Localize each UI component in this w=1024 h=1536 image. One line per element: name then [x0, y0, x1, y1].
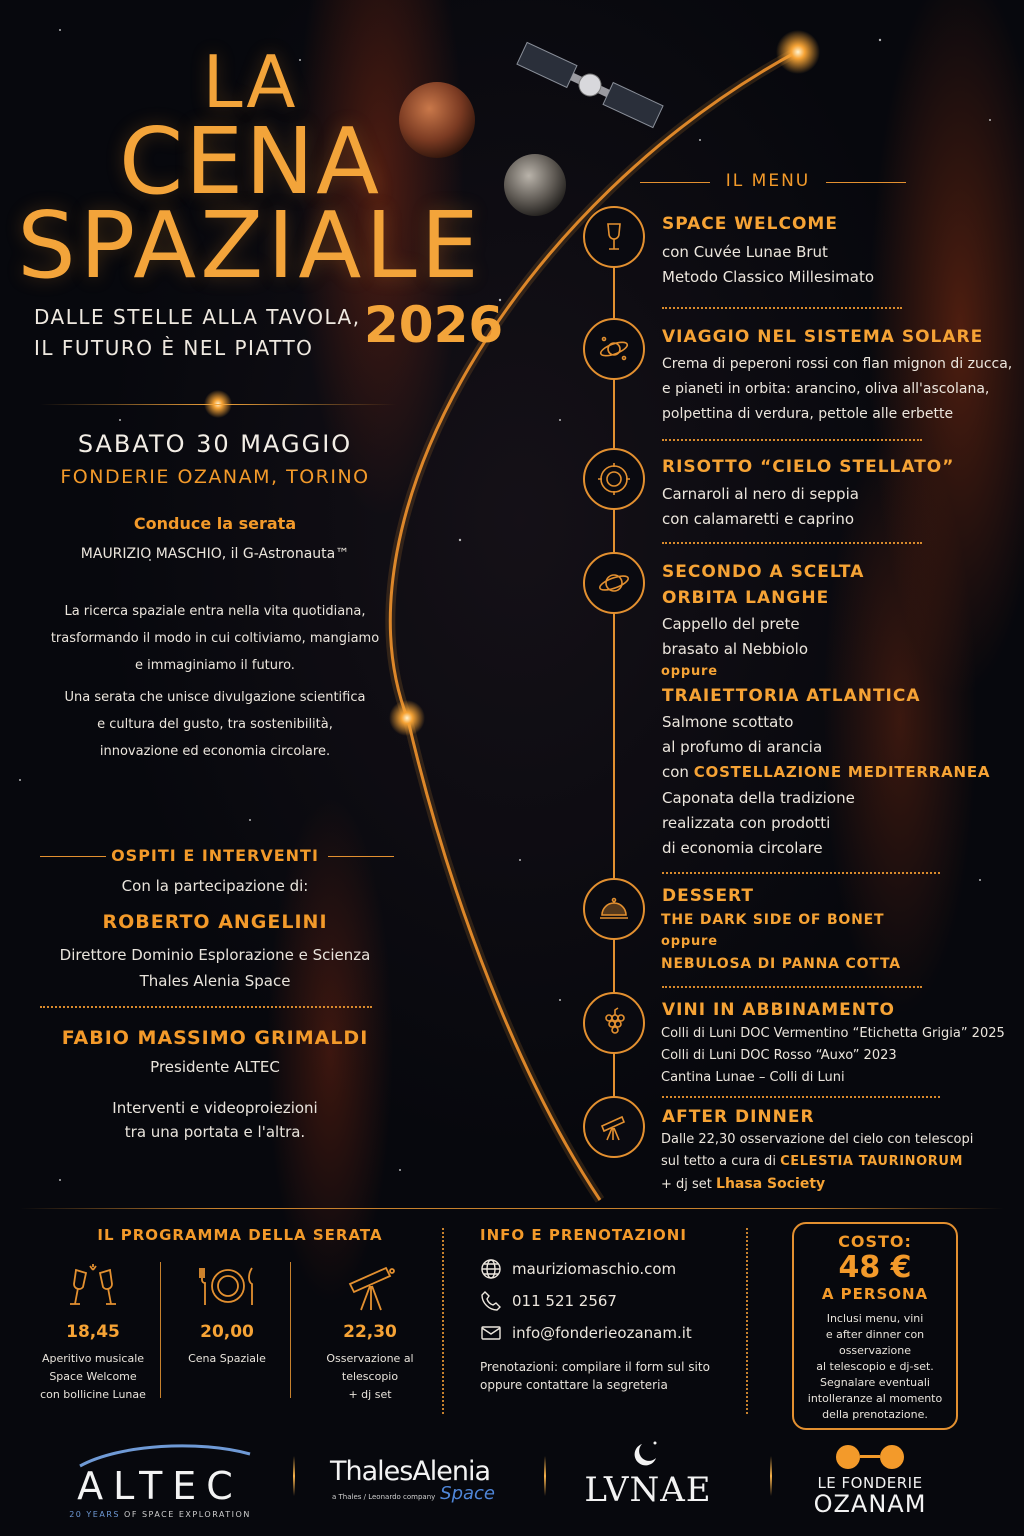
lunae-logo: LVNAE: [578, 1438, 718, 1510]
host-name: MAURIZIO MASCHIO, il G-Astronauta™: [80, 546, 350, 562]
course-4-title: SECONDO A SCELTA: [662, 562, 865, 582]
risotto-plate-icon: [583, 448, 645, 510]
telescope-icon: [583, 1096, 645, 1158]
program-telescope-icon: [340, 1262, 402, 1314]
course-4-option-a-title: ORBITA LANGHE: [662, 588, 830, 608]
menu-heading: IL MENU: [725, 171, 811, 191]
guest-1-name: ROBERTO ANGELINI: [102, 911, 328, 933]
thales-alenia-logo: ThalesAlenia a Thales / Leonardo company Space: [330, 1456, 495, 1504]
after-dinner-desc: Dalle 22,30 osservazione del cielo con telescopi sul tetto a cura di CELESTIA TAURINORUM + dj set Lhasa Society: [661, 1132, 974, 1192]
grapes-icon: [583, 992, 645, 1054]
dessert-or: oppure: [661, 934, 718, 949]
phone-row[interactable]: [480, 1290, 617, 1312]
cost-box: [792, 1222, 958, 1430]
flare-top: [776, 30, 820, 74]
title-line-2: CENA: [118, 108, 382, 215]
title-year: 2026: [364, 296, 504, 354]
title-line-1: LA: [202, 40, 298, 124]
website-row[interactable]: [480, 1258, 676, 1280]
dessert-option-b: NEBULOSA DI PANNA COTTA: [661, 956, 901, 972]
saturn-icon: [583, 552, 645, 614]
guest-2-role: Presidente ALTEC: [150, 1058, 280, 1076]
guests-note: Interventi e videoproiezioni tra una portata e l'altra.: [112, 1099, 318, 1141]
course-4-option-b-title: TRAIETTORIA ATLANTICA: [662, 686, 921, 706]
program-item-cena: 20,00 Cena Spaziale: [188, 1322, 266, 1365]
program-heading: IL PROGRAMMA DELLA SERATA: [97, 1226, 383, 1244]
ozanam-circles-icon: [820, 1444, 920, 1470]
guest-2-name: FABIO MASSIMO GRIMALDI: [61, 1027, 369, 1049]
course-4-option-b-desc: Salmone scottato al profumo di arancia: [662, 713, 823, 756]
crescent-moon-icon: [628, 1438, 668, 1468]
date-divider: [40, 404, 396, 405]
booking-note: Prenotazioni: compilare il form sul sito oppure contattare la segreteria: [480, 1360, 710, 1392]
event-venue: FONDERIE OZANAM, TORINO: [60, 466, 370, 488]
toast-glasses-icon: [62, 1262, 124, 1312]
intro-paragraph-2: Una serata che unisce divulgazione scientifica e cultura del gusto, tra sostenibilità, innovazione ed economia circolare.: [64, 690, 366, 759]
altec-logo: ALTEC 20 YEARS OF SPACE EXPLORATION: [60, 1440, 260, 1519]
info-heading: INFO E PRENOTAZIONI: [480, 1226, 687, 1244]
event-date: SABATO 30 MAGGIO: [77, 430, 353, 458]
program-item-aperitivo: 18,45 Aperitivo musicale Space Welcome con bollicine Lunae: [40, 1322, 146, 1401]
course-7-title: AFTER DINNER: [662, 1107, 815, 1127]
course-6-title: VINI IN ABBINAMENTO: [662, 1000, 896, 1020]
course-3-title: RISOTTO “CIELO STELLATO”: [662, 457, 955, 477]
dessert-option-a: THE DARK SIDE OF BONET: [661, 912, 885, 928]
course-1-title: SPACE WELCOME: [662, 214, 838, 234]
host-label: Conduce la serata: [133, 514, 297, 533]
subtitle-line-1: DALLE STELLE ALLA TAVOLA,: [34, 305, 361, 329]
satellite-icon: [517, 42, 663, 127]
guests-heading: OSPITI E INTERVENTI: [111, 846, 319, 865]
cloche-icon: [583, 878, 645, 940]
guests-intro: Con la partecipazione di:: [121, 877, 309, 895]
fonderie-ozanam-logo: LE FONDERIE OZANAM: [806, 1444, 934, 1516]
title-line-3: SPAZIALE: [17, 192, 483, 299]
solar-system-icon: [583, 318, 645, 380]
cost-details: Inclusi menu, vini e after dinner con osservazione al telescopio e dj-set. Segnalare eventuali intolleranze al momento della prenotazione.: [807, 1312, 943, 1421]
wine-glass-icon: [583, 206, 645, 268]
cost-price: 48 €: [838, 1250, 912, 1285]
course-5-title: DESSERT: [662, 886, 754, 906]
course-4-option-a-desc: Cappello del prete brasato al Nebbiolo: [662, 615, 809, 658]
cost-per-person: A PERSONA: [821, 1285, 929, 1303]
intro-paragraph-1: La ricerca spaziale entra nella vita quotidiana, trasformando il modo in cui coltiviamo, mangiamo e immaginiamo il futuro.: [50, 604, 380, 673]
globe-icon: [480, 1258, 502, 1280]
email-row[interactable]: [480, 1322, 692, 1344]
course-4-side-desc: Caponata della tradizione realizzata con prodotti di economia circolare: [662, 789, 855, 857]
cost-label: COSTO:: [838, 1232, 912, 1251]
subtitle-line-2: IL FUTURO È NEL PIATTO: [34, 336, 314, 360]
wines-list: Colli di Luni DOC Vermentino “Etichetta Grigia” 2025 Colli di Luni DOC Rosso “Auxo” 2023 Cantina Lunae – Colli di Luni: [661, 1026, 1005, 1085]
website-link[interactable]: mauriziomaschio.com: [512, 1260, 677, 1278]
moon: [504, 154, 566, 216]
phone-number[interactable]: 011 521 2567: [512, 1292, 617, 1310]
program-item-telescopio: 22,30 Osservazione al telescopio + dj set: [326, 1322, 414, 1401]
course-4-with-line: con COSTELLAZIONE MEDITERRANEA: [662, 763, 991, 781]
envelope-icon: [480, 1322, 502, 1344]
course-4-or: oppure: [661, 664, 718, 679]
course-3-desc: Carnaroli al nero di seppia con calamaretti e caprino: [662, 485, 859, 528]
phone-icon: [480, 1290, 502, 1312]
course-1-desc: con Cuvée Lunae Brut Metodo Classico Millesimato: [662, 243, 875, 286]
course-2-title: VIAGGIO NEL SISTEMA SOLARE: [662, 327, 984, 347]
dinner-plate-icon: [192, 1262, 264, 1312]
guest-1-role: Direttore Dominio Esplorazione e Scienza Thales Alenia Space: [59, 946, 371, 990]
course-2-desc: Crema di peperoni rossi con flan mignon di zucca, e pianeti in orbita: arancino, oliva all'ascolana, polpettina di verdura, pettole alle erbette: [662, 356, 1013, 422]
email-link[interactable]: info@fonderieozanam.it: [512, 1324, 692, 1342]
